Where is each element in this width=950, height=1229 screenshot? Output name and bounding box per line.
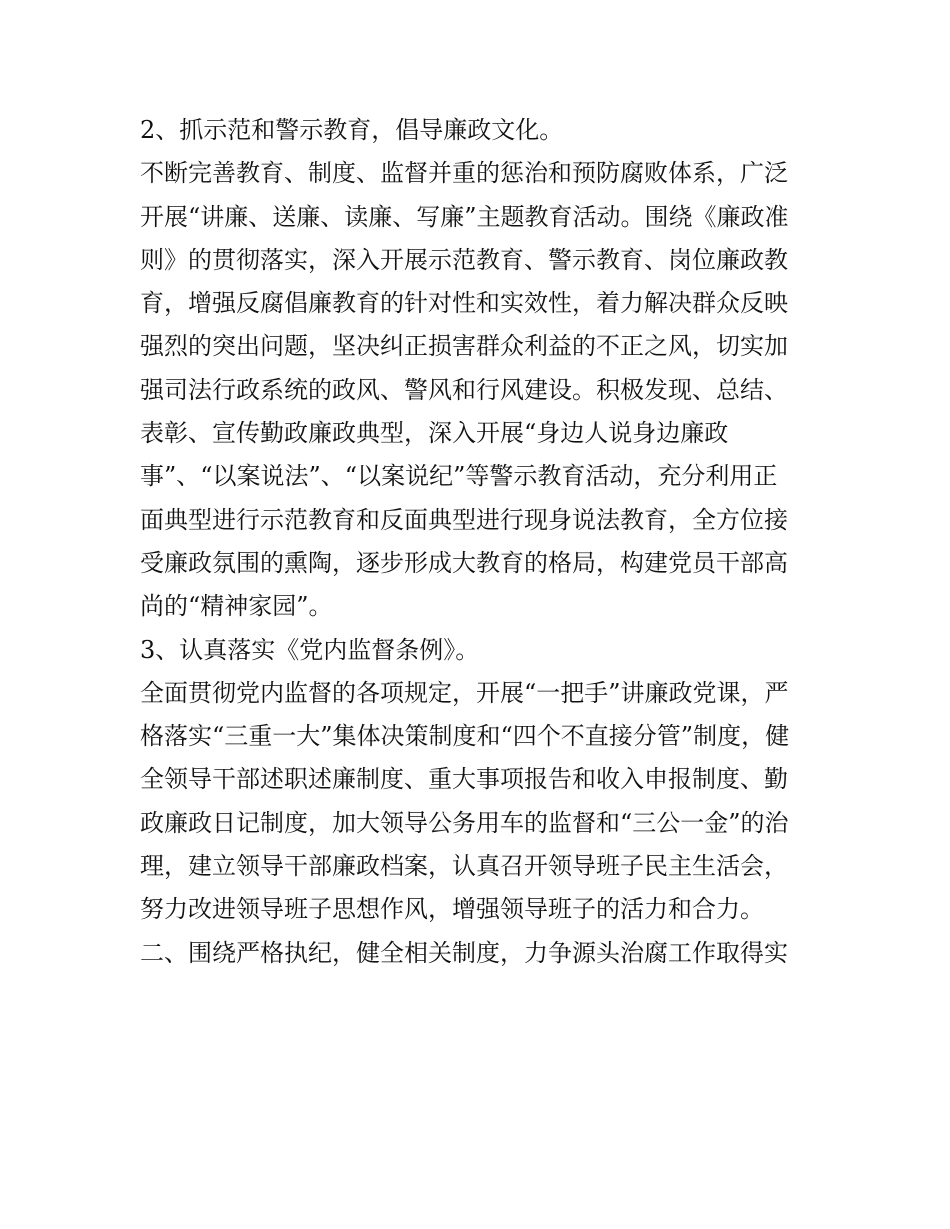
paragraph-line: 全面贯彻党内监督的各项规定，开展“一把手”讲廉政党课，严 (140, 678, 789, 707)
paragraph-line: 面典型进行示范教育和反面典型进行现身说法教育，全方位接 (140, 505, 788, 534)
section-heading: 二、围绕严格执纪，健全相关制度，力争源头治腐工作取得实 (140, 938, 788, 967)
paragraph-line: 则》的贯彻落实，深入开展示范教育、警示教育、岗位廉政教 (140, 245, 788, 274)
paragraph-line: 格落实“三重一大”集体决策制度和“四个不直接分管”制度，健 (140, 722, 790, 751)
paragraph-line: 受廉政氛围的熏陶，逐步形成大教育的格局，构建党员干部高 (140, 548, 788, 577)
paragraph-line: 政廉政日记制度，加大领导公务用车的监督和“三公一金”的治 (140, 808, 789, 837)
paragraph-line: 努力改进领导班子思想作风，增强领导班子的活力和合力。 (140, 895, 764, 924)
document-body (140, 109, 820, 975)
paragraph-line: 强司法行政系统的政风、警风和行风建设。积极发现、总结、 (140, 375, 788, 404)
section-heading: 3、认真落实《党内监督条例》。 (140, 635, 480, 664)
paragraph-line: 强烈的突出问题，坚决纠正损害群众利益的不正之风，切实加 (140, 332, 788, 361)
paragraph-line: 育，增强反腐倡廉教育的针对性和实效性，着力解决群众反映 (140, 289, 788, 318)
paragraph-line: 理，建立领导干部廉政档案，认真召开领导班子民主生活会， (140, 852, 788, 881)
paragraph-line: 开展“讲廉、送廉、读廉、写廉”主题教育活动。围绕《廉政准 (140, 202, 789, 231)
paragraph-line: 全领导干部述职述廉制度、重大事项报告和收入申报制度、勤 (140, 765, 788, 794)
paragraph-line: 表彰、宣传勤政廉政典型，深入开展“身边人说身边廉政 (140, 419, 729, 448)
paragraph-line: 尚的“精神家园”。 (140, 592, 333, 621)
section-heading: 2、抓示范和警示教育，倡导廉政文化。 (140, 116, 564, 144)
paragraph-line: 事”、“以案说法”、“以案说纪”等警示教育活动，充分利用正 (140, 462, 778, 491)
paragraph-line: 不断完善教育、制度、监督并重的惩治和预防腐败体系，广泛 (140, 159, 788, 188)
